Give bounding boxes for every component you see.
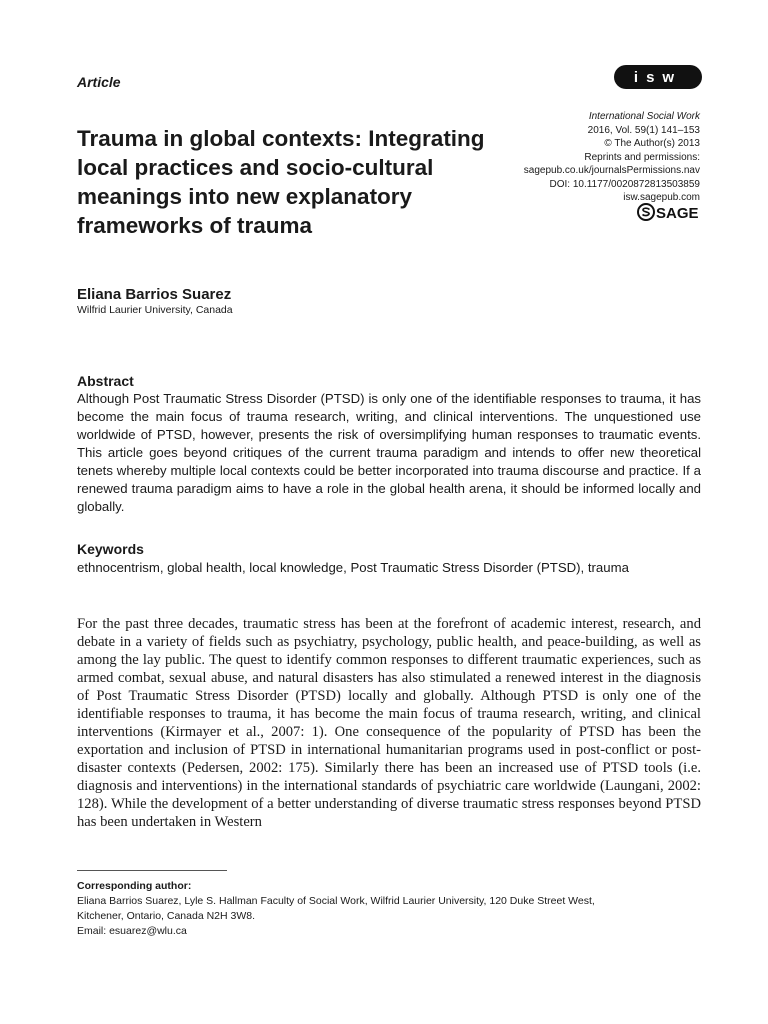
body-paragraph: For the past three decades, traumatic stress has been at the forefront of academic interest, research, and debate in a variety of fields such as psychiatry, psychology, public health, and peace-building, as well as among the lay public. The quest to identify common responses to different traumatic experiences, such as armed combat, sexual abuse, and natural disasters has also stimulated a renewed interest in the diagnosis of Post Traumatic Stress Disorder (PTSD) locally and globally. Although PTSD is only one of the identifiable responses to trauma, it has become the main focus of trauma research, writing, and clinical interventions (Kirmayer et al., 2007: 1). One consequence of the popularity of PTSD has been the exportation and inclusion of PTSD in international humanitarian programs used in post-conflict or post-disaster contexts (Pedersen, 2002: 175). Similarly there has been an increased use of PTSD tools (i.e. diagnosis and interventions) in the international standards of psychiatric care worldwide (Laungani, 2002: 128). While the development of a better understanding of diverse traumatic stress responses beyond PTSD has been undertaken in Western	[77, 616, 701, 830]
permissions-link[interactable]: sagepub.co.uk/journalsPermissions.nav	[523, 165, 700, 176]
journal-site-link[interactable]: isw.sagepub.com	[623, 192, 700, 203]
footnote-email[interactable]: Email: esuarez@wlu.ca	[77, 925, 187, 937]
abstract-text: Although Post Traumatic Stress Disorder (PTSD) is only one of the identifiable responses to trauma, it has become the main focus of trauma research, writing, and clinical interventions. The unquestioned use worldwide of PTSD, however, presents the risk of oversimplifying human responses to traumatic events. This article goes beyond critiques of the current trauma paradigm and intends to offer new theoretical tenets whereby multiple local contexts could be better incorporated into trauma discourse and practice. If a renewed trauma paradigm aims to have a role in the global health arena, it should be informed locally and globally.	[77, 391, 701, 514]
keywords-text: ethnocentrism, global health, local knowledge, Post Traumatic Stress Disorder (PTSD), trauma	[77, 560, 629, 575]
journal-name: International Social Work	[588, 111, 700, 122]
sage-logo-text: SAGE	[656, 205, 699, 222]
abstract-heading: Abstract	[77, 373, 134, 389]
journal-logo	[614, 65, 702, 89]
footnote-address-line-2: Kitchener, Ontario, Canada N2H 3W8.	[77, 910, 256, 922]
keywords-heading: Keywords	[77, 541, 144, 557]
doi-line[interactable]: DOI: 10.1177/0020872813503859	[549, 178, 700, 190]
journal-volume: 2016, Vol. 59(1) 141–153	[587, 124, 700, 136]
author-name: Eliana Barrios Suarez	[77, 286, 232, 303]
footnote-address-line-1: Eliana Barrios Suarez, Lyle S. Hallman Faculty of Social Work, Wilfrid Laurier University, 120 Duke Street West,	[77, 895, 595, 907]
journal-logo-text: isw	[633, 69, 683, 86]
footnote-divider	[77, 870, 227, 871]
corresponding-author-footnote	[77, 879, 701, 939]
copyright-line: © The Author(s) 2013	[604, 138, 700, 149]
footnote-heading: Corresponding author:	[77, 880, 192, 892]
author-affiliation: Wilfrid Laurier University, Canada	[77, 304, 233, 316]
reprints-line: Reprints and permissions:	[584, 151, 700, 163]
sage-logo	[637, 202, 703, 222]
article-type-label: Article	[77, 74, 121, 90]
article-title: Trauma in global contexts: Integrating local practices and socio-cultural meanings into new explanatory frameworks of trauma	[77, 126, 485, 238]
